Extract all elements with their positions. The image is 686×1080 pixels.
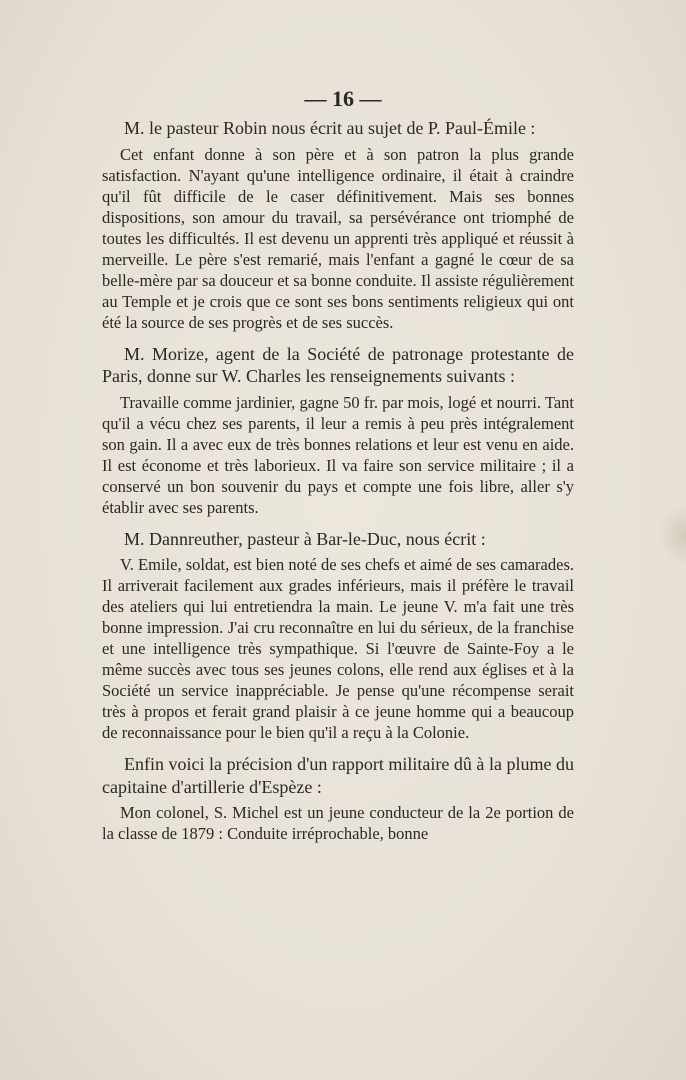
paragraph-intro-military: Enfin voici la précision d'un rapport militaire dû à la plume du capitaine d'artillerie d'Espèze : bbox=[102, 754, 574, 797]
paragraph-robin-report: Cet enfant donne à son père et à son patron la plus grande satisfaction. N'ayant qu'une intelligence ordinaire, il était à craindre qu'il fût difficile de le caser définitivement. Mais ses bonnes dispositions, son amour du travail, sa persévérance ont triomphé de toutes les difficultés. Il est devenu un apprenti très appliqué et réussit à merveille. Le père s'est remarié, mais l'enfant a gagné le cœur de sa belle-mère par sa douceur et sa bonne conduite. Il assiste régulièrement au Temple et je crois que ce sont ses bons sentiments religieux qui ont été la source de ses progrès et de ses succès. bbox=[102, 144, 574, 332]
paragraph-intro-morize: M. Morize, agent de la Société de patronage protestante de Paris, donne sur W. Charles les renseignements suivants : bbox=[102, 343, 574, 386]
paragraph-morize-report: Travaille comme jardinier, gagne 50 fr. par mois, logé et nourri. Tant qu'il a vécu chez ses parents, il leur a remis à peu près intégralement son gain. Il a avec eux de très bonnes relations et leur est venu en aide. Il est économe et très laborieux. Il va faire son service militaire ; il a conservé un bon souvenir du pays et compte une fois libre, aller s'y établir avec ses parents. bbox=[102, 392, 574, 517]
paragraph-military-report: Mon colonel, S. Michel est un jeune conducteur de la 2e portion de la classe de 1879 : Conduite irréprochable, bonne bbox=[102, 803, 574, 843]
page-number: — 16 — bbox=[304, 86, 382, 111]
paper-stain bbox=[658, 505, 686, 565]
paragraph-intro-dannreuther: M. Dannreuther, pasteur à Bar-le-Duc, nous écrit : bbox=[124, 528, 486, 549]
page-body bbox=[102, 117, 574, 844]
paragraph-dannreuther-report: V. Emile, soldat, est bien noté de ses chefs et aimé de ses camarades. Il arriverait facilement aux grades inférieurs, mais il préfère le travail des ateliers qui lui entretiendra la main. Le jeune V. m'a fait une très bonne impression. J'ai cru reconnaître en lui du sérieux, de la franchise et une intelligence très sympathique. Si l'œuvre de Sainte-Foy a le même succès avec tous ses jeunes colons, elle rend aux églises et à la Société un service inappréciable. Je pense qu'une récompense serait très à propos et ferait grand plaisir à ce jeune homme qui a beaucoup de reconnaissance pour le bien qu'il a reçu à la Colonie. bbox=[102, 555, 574, 742]
paragraph-intro-robin: M. le pasteur Robin nous écrit au sujet de P. Paul-Émile : bbox=[124, 118, 536, 138]
